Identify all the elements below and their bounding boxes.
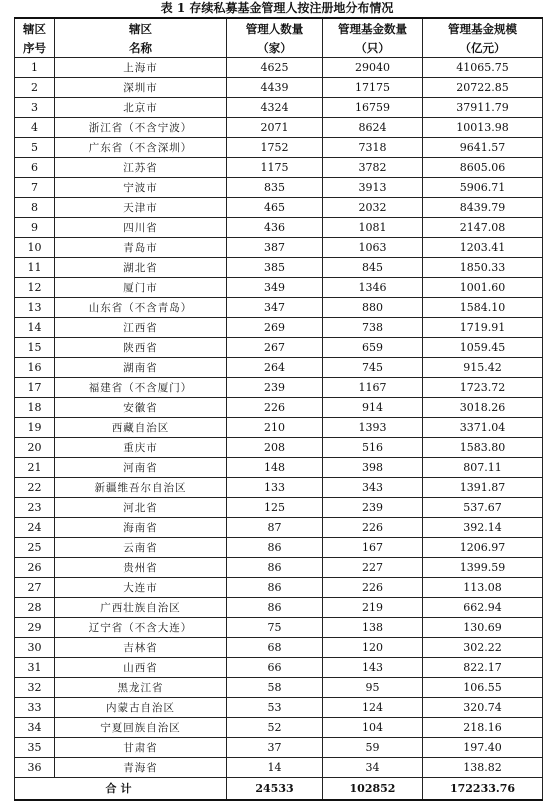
- region-name-cell: 厦门市: [55, 278, 227, 298]
- manager-count-cell: 267: [227, 338, 323, 358]
- table-row: [15, 198, 543, 218]
- fund-scale-cell: 8439.79: [423, 198, 543, 218]
- region-no-cell: 18: [15, 398, 55, 418]
- region-name-cell: 广西壮族自治区: [55, 598, 227, 618]
- region-name-cell: 新疆维吾尔自治区: [55, 478, 227, 498]
- table-row: [15, 178, 543, 198]
- region-name-cell: 上海市: [55, 58, 227, 78]
- manager-count-cell: 1752: [227, 138, 323, 158]
- region-name-cell: 贵州省: [55, 558, 227, 578]
- region-name-cell: 湖北省: [55, 258, 227, 278]
- fund-scale-cell: 3371.04: [423, 418, 543, 438]
- table-row: [15, 518, 543, 538]
- header-fund-scale-line2: （亿元）: [423, 38, 543, 58]
- region-name-cell: 重庆市: [55, 438, 227, 458]
- total-label: 合计: [15, 778, 227, 801]
- table-row: [15, 118, 543, 138]
- fund-scale-cell: 822.17: [423, 658, 543, 678]
- manager-count-cell: 66: [227, 658, 323, 678]
- region-name-cell: 山西省: [55, 658, 227, 678]
- region-name-cell: 海南省: [55, 518, 227, 538]
- fund-scale-cell: 302.22: [423, 638, 543, 658]
- fund-scale-cell: 106.55: [423, 678, 543, 698]
- region-no-cell: 19: [15, 418, 55, 438]
- manager-count-cell: 210: [227, 418, 323, 438]
- manager-count-cell: 86: [227, 578, 323, 598]
- table-row: [15, 158, 543, 178]
- header-fund-count-line1: 管理基金数量: [323, 18, 423, 38]
- fund-count-cell: 124: [323, 698, 423, 718]
- region-no-cell: 25: [15, 538, 55, 558]
- header-region-no-line1: 辖区: [15, 18, 55, 38]
- region-name-cell: 辽宁省（不含大连）: [55, 618, 227, 638]
- fund-count-cell: 34: [323, 758, 423, 778]
- region-name-cell: 安徽省: [55, 398, 227, 418]
- fund-count-cell: 516: [323, 438, 423, 458]
- manager-count-cell: 4324: [227, 98, 323, 118]
- table-row: [15, 638, 543, 658]
- fund-scale-cell: 130.69: [423, 618, 543, 638]
- region-no-cell: 9: [15, 218, 55, 238]
- region-name-cell: 河北省: [55, 498, 227, 518]
- fund-scale-cell: 9641.57: [423, 138, 543, 158]
- region-name-cell: 北京市: [55, 98, 227, 118]
- manager-count-cell: 68: [227, 638, 323, 658]
- fund-count-cell: 7318: [323, 138, 423, 158]
- header-region-name-line1: 辖区: [55, 18, 227, 38]
- fund-count-cell: 226: [323, 578, 423, 598]
- fund-count-cell: 239: [323, 498, 423, 518]
- fund-scale-cell: 8605.06: [423, 158, 543, 178]
- manager-count-cell: 4439: [227, 78, 323, 98]
- region-no-cell: 10: [15, 238, 55, 258]
- table-row: [15, 138, 543, 158]
- region-name-cell: 广东省（不含深圳）: [55, 138, 227, 158]
- fund-scale-cell: 138.82: [423, 758, 543, 778]
- fund-count-cell: 2032: [323, 198, 423, 218]
- region-name-cell: 西藏自治区: [55, 418, 227, 438]
- fund-count-cell: 3913: [323, 178, 423, 198]
- fund-scale-cell: 915.42: [423, 358, 543, 378]
- region-name-cell: 云南省: [55, 538, 227, 558]
- fund-scale-cell: 1059.45: [423, 338, 543, 358]
- region-name-cell: 陕西省: [55, 338, 227, 358]
- region-name-cell: 四川省: [55, 218, 227, 238]
- fund-count-cell: 659: [323, 338, 423, 358]
- region-no-cell: 22: [15, 478, 55, 498]
- table-row: [15, 538, 543, 558]
- fund-count-cell: 29040: [323, 58, 423, 78]
- manager-count-cell: 226: [227, 398, 323, 418]
- manager-count-cell: 86: [227, 558, 323, 578]
- fund-count-cell: 16759: [323, 98, 423, 118]
- manager-distribution-table: [14, 17, 543, 801]
- fund-count-cell: 880: [323, 298, 423, 318]
- region-no-cell: 1: [15, 58, 55, 78]
- region-name-cell: 江苏省: [55, 158, 227, 178]
- fund-scale-cell: 197.40: [423, 738, 543, 758]
- manager-count-cell: 208: [227, 438, 323, 458]
- fund-count-cell: 1346: [323, 278, 423, 298]
- region-name-cell: 黑龙江省: [55, 678, 227, 698]
- region-no-cell: 7: [15, 178, 55, 198]
- manager-count-cell: 75: [227, 618, 323, 638]
- region-no-cell: 17: [15, 378, 55, 398]
- header-fund-scale-line1: 管理基金规模: [423, 18, 543, 38]
- region-no-cell: 32: [15, 678, 55, 698]
- manager-count-cell: 436: [227, 218, 323, 238]
- region-no-cell: 30: [15, 638, 55, 658]
- manager-count-cell: 465: [227, 198, 323, 218]
- region-name-cell: 深圳市: [55, 78, 227, 98]
- manager-count-cell: 148: [227, 458, 323, 478]
- fund-count-cell: 914: [323, 398, 423, 418]
- region-name-cell: 吉林省: [55, 638, 227, 658]
- fund-scale-cell: 1206.97: [423, 538, 543, 558]
- manager-count-cell: 1175: [227, 158, 323, 178]
- region-no-cell: 33: [15, 698, 55, 718]
- fund-count-cell: 845: [323, 258, 423, 278]
- fund-scale-cell: 37911.79: [423, 98, 543, 118]
- fund-scale-cell: 392.14: [423, 518, 543, 538]
- region-no-cell: 6: [15, 158, 55, 178]
- region-name-cell: 青岛市: [55, 238, 227, 258]
- fund-count-cell: 1081: [323, 218, 423, 238]
- table-row: [15, 458, 543, 478]
- region-no-cell: 5: [15, 138, 55, 158]
- region-no-cell: 27: [15, 578, 55, 598]
- region-name-cell: 天津市: [55, 198, 227, 218]
- manager-count-cell: 239: [227, 378, 323, 398]
- fund-count-cell: 8624: [323, 118, 423, 138]
- table-row: [15, 358, 543, 378]
- fund-count-cell: 120: [323, 638, 423, 658]
- table-row: [15, 98, 543, 118]
- manager-count-cell: 86: [227, 538, 323, 558]
- table-row: [15, 438, 543, 458]
- manager-count-cell: 835: [227, 178, 323, 198]
- table-row: [15, 318, 543, 338]
- table-row: [15, 398, 543, 418]
- manager-count-cell: 125: [227, 498, 323, 518]
- fund-count-cell: 17175: [323, 78, 423, 98]
- region-name-cell: 江西省: [55, 318, 227, 338]
- fund-count-cell: 167: [323, 538, 423, 558]
- manager-count-cell: 264: [227, 358, 323, 378]
- region-no-cell: 29: [15, 618, 55, 638]
- region-name-cell: 河南省: [55, 458, 227, 478]
- fund-count-cell: 143: [323, 658, 423, 678]
- header-fund-count-line2: （只）: [323, 38, 423, 58]
- table-title: 表 1 存续私募基金管理人按注册地分布情况: [160, 1, 394, 15]
- fund-count-cell: 1393: [323, 418, 423, 438]
- table-body: [15, 58, 543, 778]
- manager-count-cell: 87: [227, 518, 323, 538]
- manager-count-cell: 349: [227, 278, 323, 298]
- region-no-cell: 4: [15, 118, 55, 138]
- fund-scale-cell: 1850.33: [423, 258, 543, 278]
- fund-scale-cell: 807.11: [423, 458, 543, 478]
- total-scale: 172233.76: [423, 778, 543, 801]
- manager-count-cell: 4625: [227, 58, 323, 78]
- table-row: [15, 298, 543, 318]
- fund-count-cell: 226: [323, 518, 423, 538]
- region-name-cell: 大连市: [55, 578, 227, 598]
- region-no-cell: 21: [15, 458, 55, 478]
- table-row: [15, 418, 543, 438]
- region-name-cell: 青海省: [55, 758, 227, 778]
- region-name-cell: 山东省（不含青岛）: [55, 298, 227, 318]
- fund-count-cell: 1063: [323, 238, 423, 258]
- fund-scale-cell: 662.94: [423, 598, 543, 618]
- fund-scale-cell: 320.74: [423, 698, 543, 718]
- fund-count-cell: 104: [323, 718, 423, 738]
- region-no-cell: 16: [15, 358, 55, 378]
- manager-count-cell: 133: [227, 478, 323, 498]
- manager-count-cell: 52: [227, 718, 323, 738]
- fund-scale-cell: 1583.80: [423, 438, 543, 458]
- table-row: [15, 558, 543, 578]
- fund-count-cell: 343: [323, 478, 423, 498]
- region-no-cell: 34: [15, 718, 55, 738]
- fund-scale-cell: 1584.10: [423, 298, 543, 318]
- fund-scale-cell: 5906.71: [423, 178, 543, 198]
- total-managers: 24533: [227, 778, 323, 801]
- fund-scale-cell: 1391.87: [423, 478, 543, 498]
- table-row: [15, 658, 543, 678]
- header-region-name-line2: 名称: [55, 38, 227, 58]
- region-no-cell: 3: [15, 98, 55, 118]
- fund-count-cell: 3782: [323, 158, 423, 178]
- region-name-cell: 内蒙古自治区: [55, 698, 227, 718]
- region-no-cell: 20: [15, 438, 55, 458]
- fund-scale-cell: 1001.60: [423, 278, 543, 298]
- manager-count-cell: 269: [227, 318, 323, 338]
- region-name-cell: 宁波市: [55, 178, 227, 198]
- region-no-cell: 13: [15, 298, 55, 318]
- total-funds: 102852: [323, 778, 423, 801]
- table-row: [15, 258, 543, 278]
- manager-count-cell: 58: [227, 678, 323, 698]
- table-header: [15, 18, 543, 58]
- region-no-cell: 15: [15, 338, 55, 358]
- table-row: [15, 618, 543, 638]
- table-row: [15, 738, 543, 758]
- region-no-cell: 31: [15, 658, 55, 678]
- table-row: [15, 238, 543, 258]
- fund-count-cell: 227: [323, 558, 423, 578]
- header-region-no-line2: 序号: [15, 38, 55, 58]
- fund-scale-cell: 218.16: [423, 718, 543, 738]
- table-row: [15, 478, 543, 498]
- fund-scale-cell: 10013.98: [423, 118, 543, 138]
- table-row: [15, 78, 543, 98]
- fund-count-cell: 219: [323, 598, 423, 618]
- manager-count-cell: 387: [227, 238, 323, 258]
- table-row: [15, 338, 543, 358]
- fund-count-cell: 738: [323, 318, 423, 338]
- fund-scale-cell: 1723.72: [423, 378, 543, 398]
- region-no-cell: 2: [15, 78, 55, 98]
- region-name-cell: 宁夏回族自治区: [55, 718, 227, 738]
- fund-count-cell: 59: [323, 738, 423, 758]
- fund-scale-cell: 20722.85: [423, 78, 543, 98]
- fund-count-cell: 1167: [323, 378, 423, 398]
- fund-count-cell: 745: [323, 358, 423, 378]
- fund-scale-cell: 41065.75: [423, 58, 543, 78]
- header-manager-count-line2: （家）: [227, 38, 323, 58]
- region-name-cell: 福建省（不含厦门）: [55, 378, 227, 398]
- table-row: [15, 758, 543, 778]
- region-no-cell: 14: [15, 318, 55, 338]
- table-row: [15, 498, 543, 518]
- table-row: [15, 278, 543, 298]
- region-no-cell: 8: [15, 198, 55, 218]
- fund-count-cell: 138: [323, 618, 423, 638]
- table-row: [15, 578, 543, 598]
- fund-scale-cell: 2147.08: [423, 218, 543, 238]
- region-no-cell: 26: [15, 558, 55, 578]
- manager-count-cell: 53: [227, 698, 323, 718]
- fund-scale-cell: 1399.59: [423, 558, 543, 578]
- table-row: [15, 718, 543, 738]
- fund-scale-cell: 537.67: [423, 498, 543, 518]
- table-row: [15, 218, 543, 238]
- region-no-cell: 35: [15, 738, 55, 758]
- region-name-cell: 甘肃省: [55, 738, 227, 758]
- fund-scale-cell: 113.08: [423, 578, 543, 598]
- table-row: [15, 378, 543, 398]
- manager-count-cell: 14: [227, 758, 323, 778]
- table-row: [15, 678, 543, 698]
- region-name-cell: 浙江省（不含宁波）: [55, 118, 227, 138]
- region-no-cell: 23: [15, 498, 55, 518]
- table-row: [15, 698, 543, 718]
- manager-count-cell: 2071: [227, 118, 323, 138]
- region-no-cell: 36: [15, 758, 55, 778]
- manager-count-cell: 347: [227, 298, 323, 318]
- region-no-cell: 28: [15, 598, 55, 618]
- manager-count-cell: 86: [227, 598, 323, 618]
- region-name-cell: 湖南省: [55, 358, 227, 378]
- region-no-cell: 11: [15, 258, 55, 278]
- fund-count-cell: 398: [323, 458, 423, 478]
- fund-scale-cell: 3018.26: [423, 398, 543, 418]
- region-no-cell: 24: [15, 518, 55, 538]
- fund-scale-cell: 1203.41: [423, 238, 543, 258]
- table-row: [15, 598, 543, 618]
- fund-scale-cell: 1719.91: [423, 318, 543, 338]
- table-row: [15, 58, 543, 78]
- manager-count-cell: 385: [227, 258, 323, 278]
- fund-count-cell: 95: [323, 678, 423, 698]
- manager-count-cell: 37: [227, 738, 323, 758]
- region-no-cell: 12: [15, 278, 55, 298]
- header-manager-count-line1: 管理人数量: [227, 18, 323, 38]
